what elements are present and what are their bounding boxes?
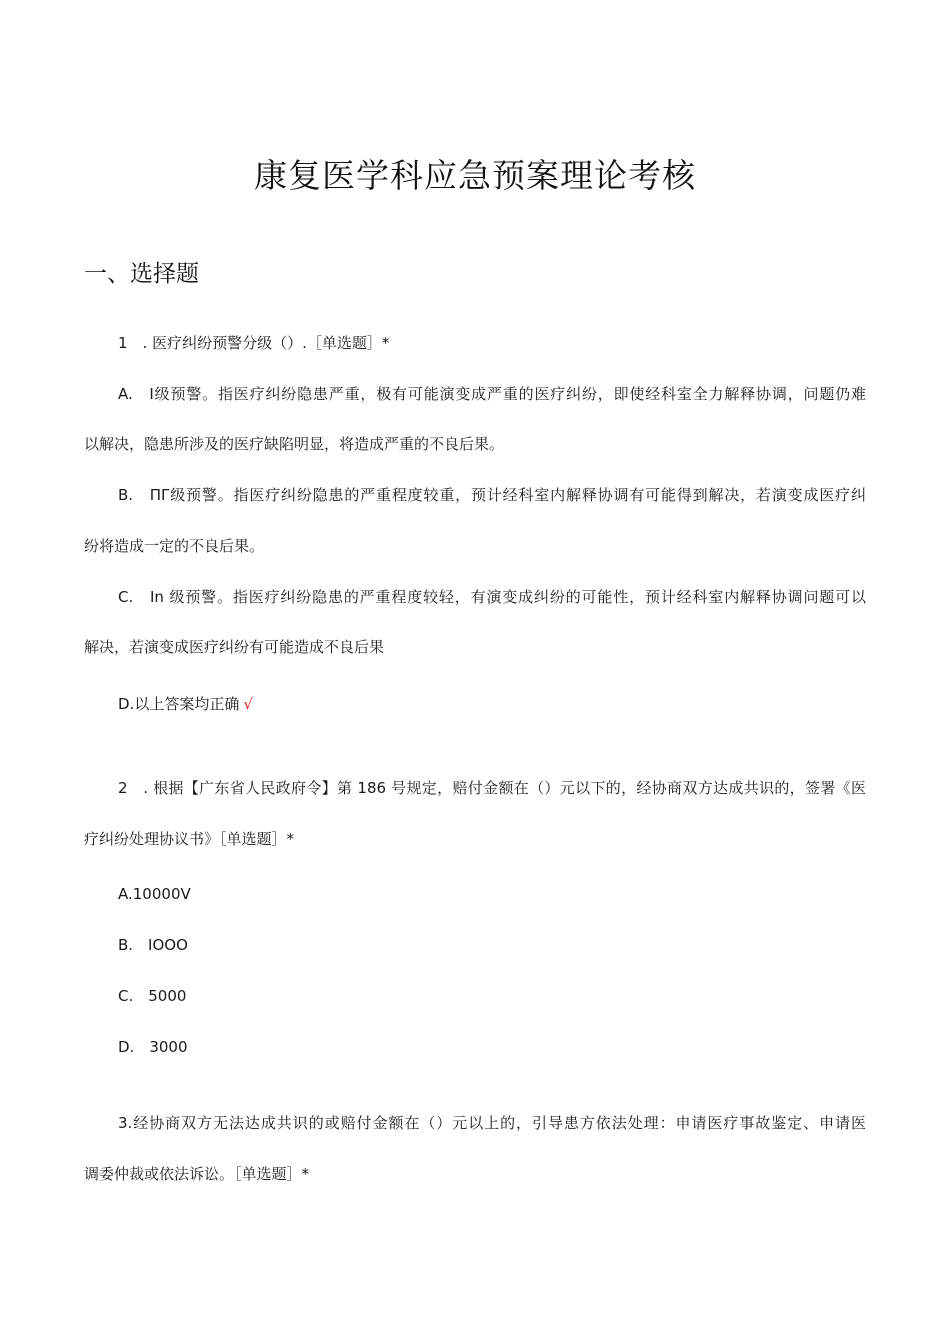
question-1-option-b-line-1: B. ΠΓ级预警。指医疗纠纷隐患的严重程度较重，预计经科室内解释协调有可能得到解决，若演变成医疗纠 — [118, 486, 866, 504]
question-3-stem-line-2: 调委仲裁或依法诉讼。［单选题］* — [84, 1165, 310, 1183]
question-2-option-a: A.10000V — [118, 885, 191, 903]
question-3-stem-line-1: 3.经协商双方无法达成共识的或赔付金额在（）元以上的，引导患方依法处理：申请医疗事故鉴定、申请医 — [118, 1114, 866, 1132]
question-1-stem: 1 . 医疗纠纷预警分级（）.［单选题］* — [118, 334, 390, 352]
question-2-option-d: D. 3000 — [118, 1038, 188, 1056]
question-1-option-b-line-2: 纷将造成一定的不良后果。 — [84, 537, 265, 555]
question-2-option-c: C. 5000 — [118, 987, 187, 1005]
question-1-option-d — [118, 694, 253, 714]
question-2-option-b: B. IOOO — [118, 936, 188, 954]
question-1-option-d-label: D.以上答案均正确 — [118, 695, 240, 713]
question-2-stem-line-1: 2 . 根据【广东省人民政府令】第 186 号规定，赔付金额在（）元以下的，经协商双方达成共识的，签署《医 — [118, 779, 866, 797]
question-1-option-c-line-2: 解决，若演变成医疗纠纷有可能造成不良后果 — [84, 638, 385, 656]
question-1-option-a-line-2: 以解决，隐患所涉及的医疗缺陷明显，将造成严重的不良后果。 — [84, 435, 505, 453]
correct-answer-mark: √ — [243, 695, 253, 713]
question-1-option-a-line-1: A. Ⅰ级预警。指医疗纠纷隐患严重，极有可能演变成严重的医疗纠纷，即使经科室全力解释协调，问题仍难 — [118, 385, 866, 403]
section-heading: 一、选择题 — [84, 261, 199, 287]
question-2-stem-line-2: 疗纠纷处理协议书》［单选题］* — [84, 830, 295, 848]
question-1-option-c-line-1: C. In 级预警。指医疗纠纷隐患的严重程度较轻，有演变成纠纷的可能性，预计经科室内解释协调问题可以 — [118, 588, 866, 606]
document-title: 康复医学科应急预案理论考核 — [254, 156, 696, 195]
